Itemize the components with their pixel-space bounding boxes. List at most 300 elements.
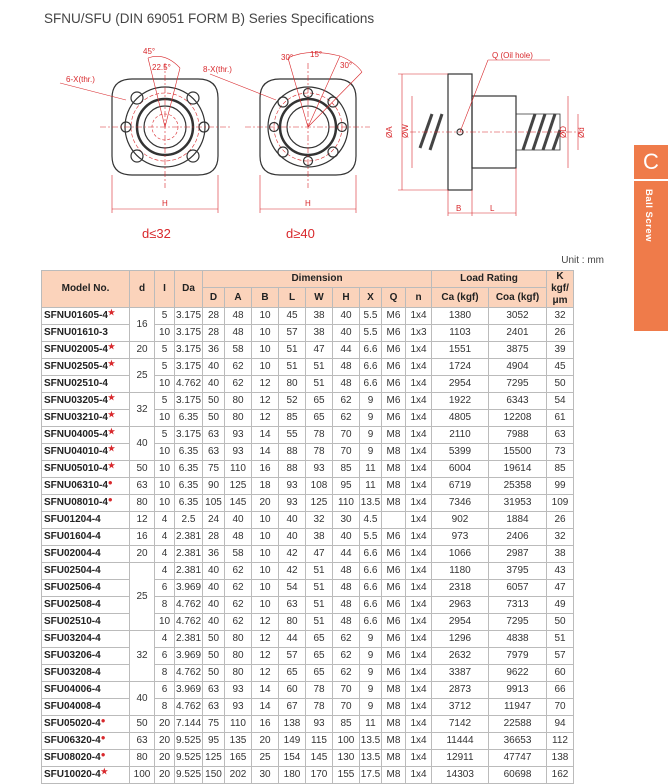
cell-h: 40 <box>333 308 360 325</box>
diameter-cell: 80 <box>130 750 155 767</box>
cell-k: 26 <box>547 325 574 342</box>
cell-n: 1x4 <box>406 563 432 580</box>
cell-da: 3.175 <box>175 427 203 444</box>
cell-da: 6.35 <box>175 410 203 427</box>
cell-l: 10 <box>155 325 175 342</box>
cell-a: 80 <box>225 393 252 410</box>
model-marker: ★ <box>107 308 116 317</box>
cell-h: 48 <box>333 563 360 580</box>
model-cell: SFNU02510-4 <box>42 376 130 393</box>
cell-ca: 2963 <box>432 597 489 614</box>
cell-l: 8 <box>155 597 175 614</box>
cell-k: 57 <box>547 648 574 665</box>
cell-da: 4.762 <box>175 665 203 682</box>
model-cell: SFNU01610-3 <box>42 325 130 342</box>
diameter-cell: 16 <box>130 308 155 342</box>
cell-l: 8 <box>155 665 175 682</box>
angle-30-label-b: 30° <box>340 61 353 70</box>
cell-ca: 14303 <box>432 767 489 784</box>
cell-a: 80 <box>225 631 252 648</box>
cell-ca: 902 <box>432 512 489 529</box>
cell-d: 40 <box>203 597 225 614</box>
cell-q: M6 <box>382 597 406 614</box>
cell-b: 10 <box>252 325 279 342</box>
cell-q: M6 <box>382 563 406 580</box>
cell-coa: 7313 <box>489 597 547 614</box>
cell-h: 44 <box>333 342 360 359</box>
cell-ca: 2954 <box>432 614 489 631</box>
cell-l: 93 <box>279 478 306 495</box>
h-label-right: H <box>305 199 311 208</box>
cell-l: 4 <box>155 546 175 563</box>
unit-label: Unit : mm <box>561 255 604 266</box>
cell-l: 4 <box>155 631 175 648</box>
cell-x: 9 <box>360 699 382 716</box>
cell-n: 1x4 <box>406 359 432 376</box>
cell-k: 32 <box>547 308 574 325</box>
cell-k: 51 <box>547 631 574 648</box>
cell-b: 12 <box>252 393 279 410</box>
cell-w: 65 <box>306 410 333 427</box>
cell-d: 75 <box>203 716 225 733</box>
cell-w: 51 <box>306 597 333 614</box>
cell-q: M6 <box>382 614 406 631</box>
cell-k: 94 <box>547 716 574 733</box>
cell-n: 1x4 <box>406 767 432 784</box>
cell-da: 6.35 <box>175 478 203 495</box>
cell-x: 9 <box>360 665 382 682</box>
cell-a: 93 <box>225 444 252 461</box>
cell-d: 150 <box>203 767 225 784</box>
cell-k: 38 <box>547 546 574 563</box>
cell-n: 1x4 <box>406 631 432 648</box>
cell-q: M6 <box>382 648 406 665</box>
cell-q: M8 <box>382 461 406 478</box>
cell-a: 62 <box>225 376 252 393</box>
cell-n: 1x4 <box>406 614 432 631</box>
subheader-a: A <box>225 288 252 308</box>
dia-w-label: ØW <box>401 124 410 138</box>
cell-x: 4.5 <box>360 512 382 529</box>
cell-coa: 9913 <box>489 682 547 699</box>
cell-h: 70 <box>333 427 360 444</box>
caption-large: d≥40 <box>286 226 315 241</box>
cell-d: 24 <box>203 512 225 529</box>
model-marker: ★ <box>107 342 116 351</box>
cell-l: 88 <box>279 461 306 478</box>
cell-a: 135 <box>225 733 252 750</box>
cell-h: 48 <box>333 597 360 614</box>
angle-15-label: 15° <box>310 50 323 59</box>
table-row <box>42 461 574 478</box>
cell-n: 1x4 <box>406 529 432 546</box>
cell-k: 70 <box>547 699 574 716</box>
cell-d: 28 <box>203 325 225 342</box>
cell-k: 60 <box>547 665 574 682</box>
table-row <box>42 614 574 631</box>
cell-h: 70 <box>333 699 360 716</box>
cell-k: 138 <box>547 750 574 767</box>
cell-l: 85 <box>279 410 306 427</box>
model-cell: SFU03206-4 <box>42 648 130 665</box>
angle-45-label: 45° <box>143 47 156 56</box>
cell-x: 17.5 <box>360 767 382 784</box>
h-label-left: H <box>162 199 168 208</box>
cell-q: M8 <box>382 682 406 699</box>
cell-a: 80 <box>225 410 252 427</box>
cell-a: 62 <box>225 359 252 376</box>
cell-x: 6.6 <box>360 359 382 376</box>
section-tab-label: Ball Screw <box>643 189 654 243</box>
cell-ca: 12911 <box>432 750 489 767</box>
cell-w: 65 <box>306 665 333 682</box>
cell-coa: 7295 <box>489 376 547 393</box>
model-cell: SFU02004-4 <box>42 546 130 563</box>
diameter-cell: 100 <box>130 767 155 784</box>
cell-n: 1x4 <box>406 410 432 427</box>
cell-q: M6 <box>382 631 406 648</box>
cell-w: 93 <box>306 716 333 733</box>
cell-ca: 1380 <box>432 308 489 325</box>
diameter-cell: 32 <box>130 393 155 427</box>
model-marker: ★ <box>107 359 116 368</box>
cell-ca: 1103 <box>432 325 489 342</box>
cell-l: 149 <box>279 733 306 750</box>
table-row <box>42 563 574 580</box>
cell-a: 93 <box>225 699 252 716</box>
cell-b: 10 <box>252 512 279 529</box>
header-d: d <box>130 271 155 308</box>
cell-h: 30 <box>333 512 360 529</box>
cell-b: 10 <box>252 308 279 325</box>
cell-l: 57 <box>279 325 306 342</box>
diameter-cell: 20 <box>130 546 155 563</box>
cell-l: 67 <box>279 699 306 716</box>
cell-l: 88 <box>279 444 306 461</box>
cell-w: 65 <box>306 648 333 665</box>
cell-a: 93 <box>225 427 252 444</box>
cell-n: 1x4 <box>406 648 432 665</box>
cell-a: 202 <box>225 767 252 784</box>
model-cell: SFU04008-4 <box>42 699 130 716</box>
cell-w: 32 <box>306 512 333 529</box>
flange-drawing-large <box>210 52 370 213</box>
cell-coa: 6057 <box>489 580 547 597</box>
model-marker: ● <box>100 750 106 759</box>
cell-x: 9 <box>360 393 382 410</box>
cell-d: 63 <box>203 699 225 716</box>
cell-coa: 2987 <box>489 546 547 563</box>
cell-coa: 12208 <box>489 410 547 427</box>
cell-l: 63 <box>279 597 306 614</box>
cell-w: 125 <box>306 495 333 512</box>
cell-x: 6.6 <box>360 376 382 393</box>
cell-x: 9 <box>360 444 382 461</box>
model-cell: SFU10020-4★ <box>42 767 130 784</box>
cell-d: 50 <box>203 631 225 648</box>
cell-n: 1x4 <box>406 699 432 716</box>
cell-q: M8 <box>382 699 406 716</box>
cell-l: 52 <box>279 393 306 410</box>
section-tab-side <box>634 181 668 331</box>
cell-h: 48 <box>333 580 360 597</box>
cell-coa: 4838 <box>489 631 547 648</box>
diameter-cell: 50 <box>130 461 155 478</box>
cell-da: 3.969 <box>175 580 203 597</box>
model-cell: SFU02504-4 <box>42 563 130 580</box>
cell-l: 10 <box>155 410 175 427</box>
cell-d: 50 <box>203 410 225 427</box>
cell-k: 45 <box>547 359 574 376</box>
cell-l: 60 <box>279 682 306 699</box>
cell-h: 85 <box>333 716 360 733</box>
cell-l: 51 <box>279 359 306 376</box>
cell-b: 16 <box>252 716 279 733</box>
oil-hole-label: Q (Oil hole) <box>492 51 533 60</box>
model-marker: ★ <box>100 767 108 776</box>
cell-w: 51 <box>306 563 333 580</box>
cell-h: 62 <box>333 631 360 648</box>
cell-x: 6.6 <box>360 342 382 359</box>
cell-w: 51 <box>306 359 333 376</box>
cell-x: 6.6 <box>360 546 382 563</box>
model-cell: SFU04006-4 <box>42 682 130 699</box>
dia-d-label: Ød <box>577 127 586 138</box>
cell-d: 28 <box>203 529 225 546</box>
cell-w: 115 <box>306 733 333 750</box>
cell-coa: 3052 <box>489 308 547 325</box>
cell-coa: 7988 <box>489 427 547 444</box>
table-row <box>42 376 574 393</box>
cell-h: 48 <box>333 376 360 393</box>
cell-b: 12 <box>252 614 279 631</box>
diameter-cell: 25 <box>130 563 155 631</box>
cell-da: 2.5 <box>175 512 203 529</box>
cell-da: 2.381 <box>175 563 203 580</box>
table-row <box>42 478 574 495</box>
cell-ca: 11444 <box>432 733 489 750</box>
cell-da: 6.35 <box>175 495 203 512</box>
cell-w: 93 <box>306 461 333 478</box>
subheader-x: X <box>360 288 382 308</box>
model-marker: ● <box>107 495 113 504</box>
cell-l: 5 <box>155 342 175 359</box>
diameter-cell: 12 <box>130 512 155 529</box>
cell-coa: 15500 <box>489 444 547 461</box>
cell-coa: 7979 <box>489 648 547 665</box>
cell-b: 10 <box>252 342 279 359</box>
cell-d: 50 <box>203 393 225 410</box>
subheader-coa: Coa (kgf) <box>489 288 547 308</box>
cell-w: 78 <box>306 699 333 716</box>
cell-coa: 36653 <box>489 733 547 750</box>
thread-8x-label: 8-X(thr.) <box>203 65 232 74</box>
diameter-cell: 20 <box>130 342 155 359</box>
model-cell: SFU03204-4 <box>42 631 130 648</box>
cell-x: 13.5 <box>360 495 382 512</box>
cell-l: 20 <box>155 750 175 767</box>
cell-da: 2.381 <box>175 546 203 563</box>
cell-l: 138 <box>279 716 306 733</box>
model-marker: ★ <box>107 444 116 453</box>
table-row <box>42 733 574 750</box>
cell-n: 1x4 <box>406 665 432 682</box>
cell-d: 63 <box>203 427 225 444</box>
cell-b: 12 <box>252 410 279 427</box>
cell-da: 2.381 <box>175 631 203 648</box>
cell-h: 48 <box>333 359 360 376</box>
cell-b: 10 <box>252 597 279 614</box>
cell-d: 50 <box>203 648 225 665</box>
dia-d-outer-label: ØD <box>559 126 568 138</box>
cell-n: 1x4 <box>406 750 432 767</box>
cell-q: M6 <box>382 308 406 325</box>
cell-da: 6.35 <box>175 461 203 478</box>
cell-l: 65 <box>279 665 306 682</box>
subheader-n: n <box>406 288 432 308</box>
diameter-cell: 40 <box>130 427 155 461</box>
angle-30-label-a: 30° <box>281 53 294 62</box>
cell-coa: 25358 <box>489 478 547 495</box>
cell-a: 58 <box>225 546 252 563</box>
cell-b: 25 <box>252 750 279 767</box>
dia-a-label: ØA <box>385 126 394 138</box>
model-cell: SFU02510-4 <box>42 614 130 631</box>
cell-w: 47 <box>306 546 333 563</box>
cell-da: 3.175 <box>175 393 203 410</box>
cell-x: 6.6 <box>360 597 382 614</box>
cell-x: 9 <box>360 631 382 648</box>
header-k: K kgf/ μm <box>547 271 574 308</box>
cell-x: 13.5 <box>360 750 382 767</box>
cell-ca: 3712 <box>432 699 489 716</box>
cell-x: 5.5 <box>360 529 382 546</box>
cell-q: M6 <box>382 580 406 597</box>
thread-6x-label: 6-X(thr.) <box>66 75 95 84</box>
cell-w: 51 <box>306 580 333 597</box>
cell-b: 12 <box>252 648 279 665</box>
cell-q: M6 <box>382 376 406 393</box>
section-tab-letter: C <box>634 145 668 179</box>
cell-ca: 1296 <box>432 631 489 648</box>
cell-l: 10 <box>155 478 175 495</box>
table-row <box>42 546 574 563</box>
cell-coa: 3795 <box>489 563 547 580</box>
table-row <box>42 342 574 359</box>
model-cell: SFNU03205-4★ <box>42 393 130 410</box>
cell-ca: 1922 <box>432 393 489 410</box>
cell-w: 145 <box>306 750 333 767</box>
cell-coa: 2406 <box>489 529 547 546</box>
cell-l: 55 <box>279 427 306 444</box>
cell-n: 1x4 <box>406 495 432 512</box>
cell-l: 180 <box>279 767 306 784</box>
cell-n: 1x3 <box>406 325 432 342</box>
cell-l: 80 <box>279 614 306 631</box>
l-label: L <box>490 204 495 213</box>
cell-x: 13.5 <box>360 733 382 750</box>
cell-k: 32 <box>547 529 574 546</box>
cell-da: 4.762 <box>175 699 203 716</box>
cell-da: 9.525 <box>175 767 203 784</box>
cell-h: 155 <box>333 767 360 784</box>
cell-a: 165 <box>225 750 252 767</box>
caption-small: d≤32 <box>142 226 171 241</box>
cell-l: 4 <box>155 563 175 580</box>
table-row <box>42 716 574 733</box>
cell-a: 62 <box>225 563 252 580</box>
cell-k: 109 <box>547 495 574 512</box>
cell-d: 40 <box>203 580 225 597</box>
header-model: Model No. <box>42 271 130 308</box>
cell-w: 47 <box>306 342 333 359</box>
cell-l: 20 <box>155 767 175 784</box>
cell-w: 78 <box>306 444 333 461</box>
model-cell: SFU06320-4● <box>42 733 130 750</box>
diameter-cell: 63 <box>130 733 155 750</box>
table-row <box>42 308 574 325</box>
model-cell: SFU01204-4 <box>42 512 130 529</box>
cell-l: 80 <box>279 376 306 393</box>
cell-l: 5 <box>155 427 175 444</box>
table-row <box>42 444 574 461</box>
cell-h: 62 <box>333 665 360 682</box>
cell-n: 1x4 <box>406 580 432 597</box>
cell-w: 170 <box>306 767 333 784</box>
cell-a: 58 <box>225 342 252 359</box>
cell-x: 6.6 <box>360 614 382 631</box>
cell-coa: 19614 <box>489 461 547 478</box>
cell-n: 1x4 <box>406 597 432 614</box>
cell-q: M6 <box>382 342 406 359</box>
cell-b: 12 <box>252 665 279 682</box>
cell-a: 125 <box>225 478 252 495</box>
table-row <box>42 495 574 512</box>
cell-coa: 60698 <box>489 767 547 784</box>
cell-d: 40 <box>203 376 225 393</box>
cell-n: 1x4 <box>406 376 432 393</box>
cell-l: 10 <box>155 614 175 631</box>
table-row <box>42 325 574 342</box>
cell-x: 9 <box>360 427 382 444</box>
cell-n: 1x4 <box>406 478 432 495</box>
cell-a: 80 <box>225 648 252 665</box>
cell-ca: 1551 <box>432 342 489 359</box>
cell-l: 51 <box>279 342 306 359</box>
cell-h: 62 <box>333 410 360 427</box>
cell-h: 85 <box>333 461 360 478</box>
cell-ca: 3387 <box>432 665 489 682</box>
cell-ca: 1066 <box>432 546 489 563</box>
table-row <box>42 631 574 648</box>
cell-q: M8 <box>382 478 406 495</box>
table-row <box>42 597 574 614</box>
cell-k: 39 <box>547 342 574 359</box>
table-row <box>42 665 574 682</box>
cell-a: 110 <box>225 716 252 733</box>
cell-da: 3.175 <box>175 325 203 342</box>
cell-h: 130 <box>333 750 360 767</box>
cell-n: 1x4 <box>406 427 432 444</box>
diameter-cell: 25 <box>130 359 155 393</box>
cell-h: 62 <box>333 648 360 665</box>
cell-da: 4.762 <box>175 614 203 631</box>
cell-k: 50 <box>547 376 574 393</box>
cell-n: 1x4 <box>406 393 432 410</box>
cell-n: 1x4 <box>406 682 432 699</box>
cell-da: 4.762 <box>175 597 203 614</box>
model-marker: ● <box>107 478 113 487</box>
